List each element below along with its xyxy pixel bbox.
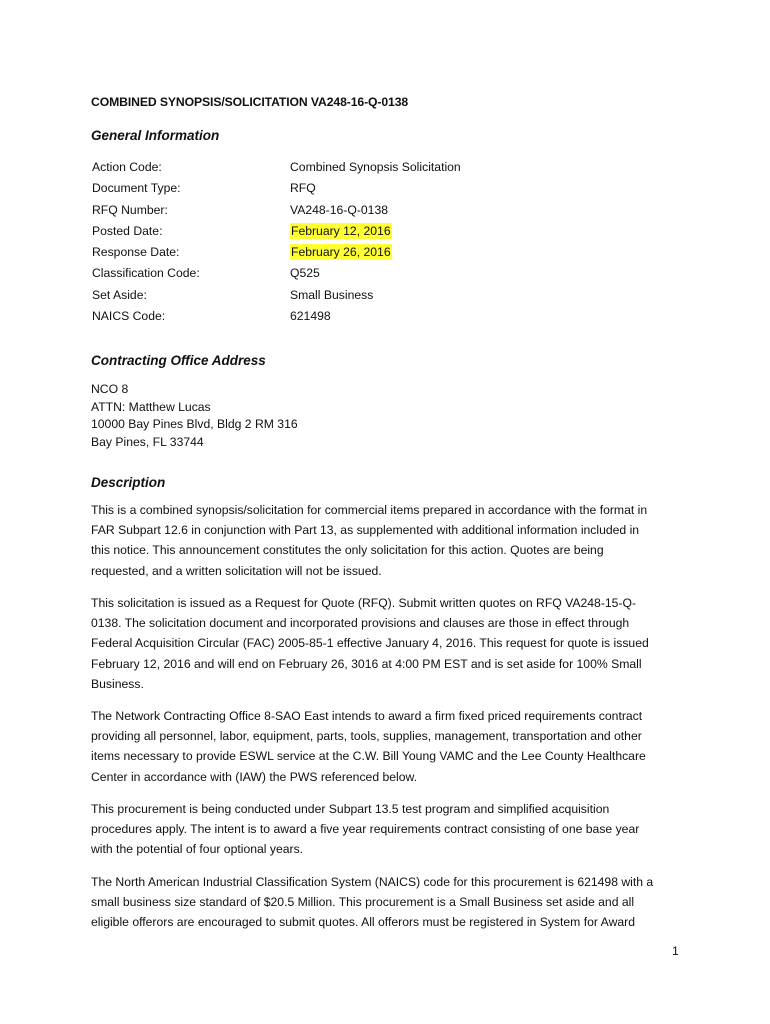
text-line: 0138. The solicitation document and incorporated provisions and clauses are those in effect through bbox=[91, 616, 630, 631]
info-row-classification-code bbox=[92, 265, 592, 286]
info-value-highlighted: February 12, 2016 bbox=[291, 223, 391, 238]
text-line: providing all personnel, labor, equipment, parts, tools, supplies, management, transportation and other bbox=[91, 729, 642, 744]
info-label: Document Type: bbox=[92, 181, 181, 196]
info-value: RFQ bbox=[290, 181, 316, 196]
text-line: This is a combined synopsis/solicitation for commercial items prepared in accordance with the format in bbox=[91, 503, 648, 517]
text-line: February 12, 2016 and will end on February 26, 3016 at 4:00 PM EST and is set aside for 100% Small bbox=[91, 656, 642, 671]
info-row-response-date bbox=[92, 244, 592, 265]
text-line: small business size standard of $20.5 Million. This procurement is a Small Business set aside and all bbox=[91, 895, 635, 910]
info-row-naics-code bbox=[92, 308, 592, 329]
info-label: Response Date: bbox=[92, 245, 180, 260]
text-line: The Network Contracting Office 8-SAO East intends to award a firm fixed priced requirements contract bbox=[91, 709, 643, 723]
paragraph-naics bbox=[91, 874, 691, 935]
text-line: Federal Acquisition Circular (FAC) 2005-85-1 effective January 4, 2016. This request for quote is issued bbox=[91, 636, 649, 651]
text-line: This solicitation is issued as a Request for Quote (RFQ). Submit written quotes on RFQ VA248-15-Q- bbox=[91, 596, 637, 610]
text-line: eligible offerors are encouraged to submit quotes. All offerors must be registered in System for Award bbox=[91, 915, 635, 930]
text-line: this notice. This announcement constitutes the only solicitation for this action. Quotes are being bbox=[91, 543, 604, 558]
paragraph-synopsis bbox=[91, 502, 691, 583]
document-title: COMBINED SYNOPSIS/SOLICITATION VA248-16-Q-0138 bbox=[91, 95, 409, 109]
info-row-action-code bbox=[92, 159, 592, 180]
info-label: Posted Date: bbox=[92, 223, 163, 238]
info-value: 621498 bbox=[290, 309, 331, 324]
info-value: VA248-16-Q-0138 bbox=[290, 202, 389, 217]
contracting-office-address bbox=[91, 381, 298, 452]
address-line: 10000 Bay Pines Blvd, Bldg 2 RM 316 bbox=[91, 417, 298, 432]
info-row-rfq-number bbox=[92, 202, 592, 223]
paragraph-procedures bbox=[91, 801, 691, 862]
description-heading: Description bbox=[91, 475, 166, 490]
contracting-office-heading: Contracting Office Address bbox=[91, 353, 266, 368]
info-label: RFQ Number: bbox=[92, 202, 168, 217]
info-value: Small Business bbox=[290, 287, 374, 302]
paragraph-rfq bbox=[91, 595, 691, 696]
text-line: procedures apply. The intent is to award a five year requirements contract consisting of one base year bbox=[91, 822, 640, 837]
text-line: items necessary to provide ESWL service at the C.W. Bill Young VAMC and the Lee County Healthcare bbox=[91, 749, 646, 764]
info-value: Q525 bbox=[290, 266, 320, 281]
text-line: This procurement is being conducted under Subpart 13.5 test program and simplified acquisition bbox=[91, 802, 610, 816]
page-number: 1 bbox=[672, 944, 679, 958]
info-value: Combined Synopsis Solicitation bbox=[290, 160, 461, 174]
text-line: requested, and a written solicitation will not be issued. bbox=[91, 563, 382, 578]
text-line: with the potential of four optional years. bbox=[91, 842, 304, 857]
info-label: Set Aside: bbox=[92, 287, 147, 302]
info-row-document-type bbox=[92, 180, 592, 201]
address-line: Bay Pines, FL 33744 bbox=[91, 435, 204, 450]
info-row-posted-date bbox=[92, 223, 592, 244]
info-value-highlighted: February 26, 2016 bbox=[291, 245, 391, 260]
general-information-heading: General Information bbox=[91, 128, 220, 143]
address-line: ATTN: Matthew Lucas bbox=[91, 399, 211, 414]
paragraph-award-intent bbox=[91, 708, 691, 789]
info-label: Action Code: bbox=[92, 160, 162, 174]
text-line: The North American Industrial Classification System (NAICS) code for this procurement is 621498 with a bbox=[91, 875, 654, 889]
general-information-table bbox=[92, 159, 592, 329]
text-line: FAR Subpart 12.6 in conjunction with Part 13, as supplemented with additional information included in bbox=[91, 523, 640, 538]
info-label: NAICS Code: bbox=[92, 309, 166, 324]
text-line: Center in accordance with (IAW) the PWS referenced below. bbox=[91, 769, 418, 784]
address-line: NCO 8 bbox=[91, 382, 129, 396]
text-line: Business. bbox=[91, 676, 144, 691]
info-label: Classification Code: bbox=[92, 266, 200, 281]
info-row-set-aside bbox=[92, 287, 592, 308]
